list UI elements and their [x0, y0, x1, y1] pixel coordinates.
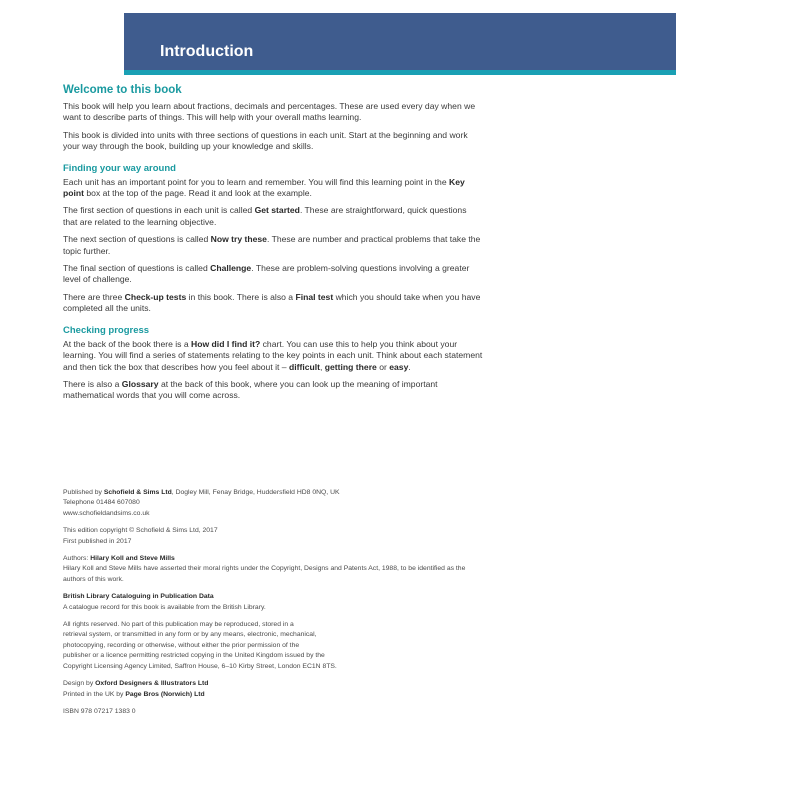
authors-info: Authors: Hilary Koll and Steve Mills Hilary Koll and Steve Mills have asserted their moral rights under the Copyright, Designs and Patents Act, 1988, to be identified as the authors of this work.: [63, 555, 466, 583]
header-bar: [124, 13, 676, 70]
cataloguing-info: British Library Cataloguing in Publication Data A catalogue record for this book is available from the British Library.: [63, 593, 266, 611]
checking-paragraph-1: At the back of the book there is a How did I find it? chart. You can use this to help you think about your learning. You will find a series of statements relating to the key points in each unit. Think about each statement and then tick the box that describes how you feel about it – difficult, getting there or easy.: [63, 338, 483, 372]
rights-reserved: All rights reserved. No part of this publication may be reproduced, stored in a retrieval system, or transmitted in any form or by any means, electronic, mechanical, photocopying, recording or otherwise, without either the prior permission of the publisher or a licence permitting restricted copying in the United Kingdom issued by the Copyright Licensing Agency Limited, Saffron House, 6–10 Kirby Street, London EC1N 8TS.: [63, 621, 337, 670]
website: www.schofieldandsims.co.uk: [63, 509, 150, 517]
design-print-info: Design by Oxford Designers & Illustrators Ltd Printed in the UK by Page Bros (Norwich) Ltd: [63, 680, 209, 698]
checking-paragraph-2: There is also a Glossary at the back of this book, where you can look up the meaning of important mathematical words that you will come across.: [63, 378, 438, 401]
welcome-paragraph-1: This book will help you learn about fractions, decimals and percentages. These are used every day when we want to describe parts of things. This will help with your overall maths learning.: [63, 101, 476, 123]
edition-info: This edition copyright © Schofield & Sims Ltd, 2017 First published in 2017: [63, 527, 218, 545]
finding-paragraph-4: The final section of questions is called Challenge. These are problem-solving questions involving a greater level of challenge.: [63, 263, 470, 285]
welcome-paragraph-2: This book is divided into units with three sections of questions in each unit. Start at the beginning and work your way through the book, building up your knowledge and skills.: [63, 129, 468, 152]
checking-heading: Checking progress: [63, 324, 150, 336]
welcome-heading: Welcome to this book: [63, 84, 182, 96]
finding-paragraph-3: The next section of questions is called Now try these. These are number and practical problems that take the topic further.: [63, 234, 481, 256]
publisher-info: Published by Schofield & Sims Ltd, Dogley Mill, Fenay Bridge, Huddersfield HD8 0NQ, UK Telephone 01484 607080 www.schofieldandsims.co.uk: [63, 489, 340, 517]
finding-heading: Finding your way around: [63, 162, 176, 174]
telephone: Telephone 01484 607080: [63, 499, 140, 507]
header-stripe: [124, 70, 676, 75]
isbn: ISBN 978 07217 1383 0: [63, 707, 136, 715]
intro-content: [63, 84, 483, 408]
imprint-block: [63, 488, 483, 724]
finding-paragraph-5: There are three Check-up tests in this book. There is also a Final test which you should take when you have completed all the units.: [63, 291, 481, 314]
finding-paragraph-1: Each unit has an important point for you to learn and remember. You will find this learning point in the Key point box at the top of the page. Read it and look at the example.: [63, 176, 465, 199]
finding-paragraph-2: The first section of questions in each unit is called Get started. These are straightforward, quick questions that are related to the learning objective.: [63, 205, 467, 227]
page-title: Introduction: [160, 43, 254, 60]
